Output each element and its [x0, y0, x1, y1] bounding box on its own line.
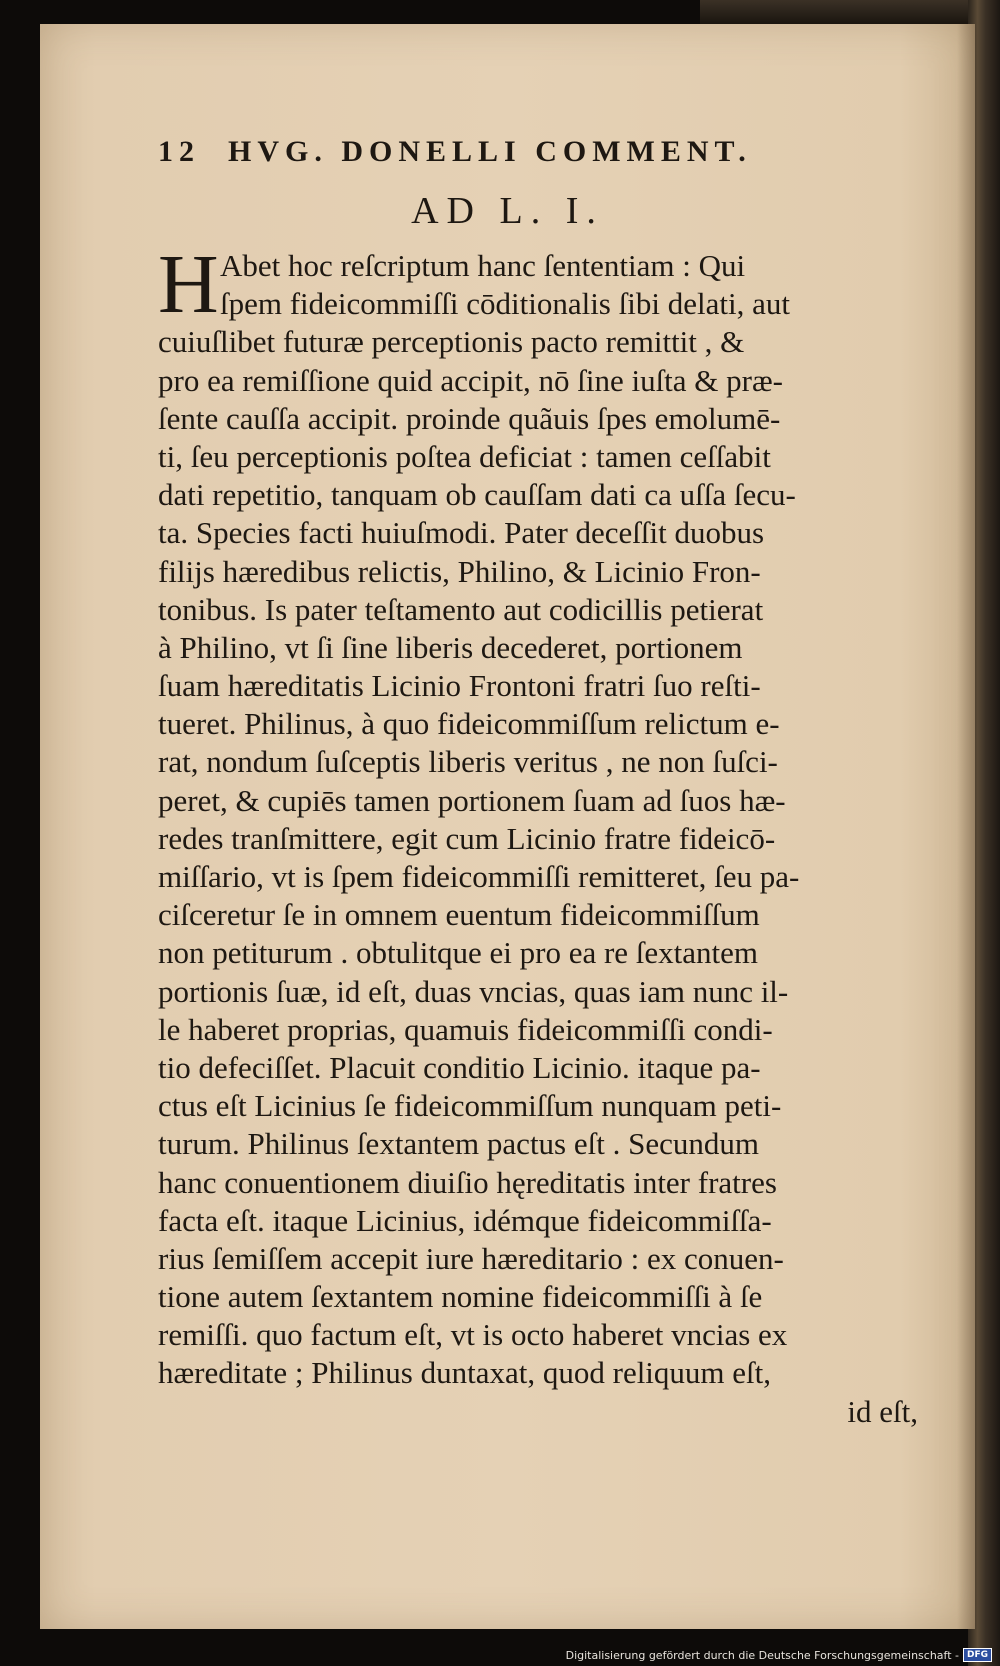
footer-credit: Digitalisierung gefördert durch die Deutsche Forschungsgemeinschaft - — [565, 1648, 959, 1662]
text-line: miſſario, vt is ſpem fideicommiſſi remitteret, ſeu pa- — [158, 859, 800, 894]
text-line: le haberet proprias, quamuis fideicommiſſi condi- — [158, 1011, 773, 1047]
text-line: ſpem fideicommiſſi cōditionalis ſibi delati, aut — [220, 286, 790, 322]
text-line: ti, ſeu perceptionis poſtea deficiat : tamen ceſſabit — [158, 438, 771, 474]
text-line: tonibus. Is pater teſtamento aut codicillis petierat — [158, 591, 764, 627]
text-line: Abet hoc reſcriptum hanc ſententiam : Qui — [220, 248, 746, 283]
book-edge-top — [700, 0, 980, 24]
text-line: tueret. Philinus, à quo fideicommiſſum relictum e- — [158, 706, 780, 742]
text-line: portionis ſuæ, id eſt, duas vncias, quas iam nunc il- — [158, 973, 789, 1009]
text-line: rat, nondum ſuſceptis liberis veritus , ne non ſuſci- — [158, 744, 778, 780]
text-line: turum. Philinus ſextantem pactus eſt . Secundum — [158, 1126, 759, 1162]
text-line: cuiuſlibet futuræ perceptionis pacto remittit , & — [158, 324, 745, 360]
text-line: facta eſt. itaque Licinius, idémque fideicommiſſa- — [158, 1202, 772, 1238]
digitization-footer — [566, 1648, 992, 1662]
text-line: hanc conuentionem diuiſio hęreditatis inter fratres — [158, 1164, 777, 1200]
text-line: ciſceretur ſe in omnem euentum fideicommiſſum — [158, 897, 760, 933]
drop-cap: H — [158, 238, 219, 331]
text-line: dati repetitio, tanquam ob cauſſam dati ca uſſa ſecu- — [158, 477, 796, 513]
text-line: ta. Species facti huiuſmodi. Pater deceſſit duobus — [158, 515, 765, 551]
text-line: pro ea remiſſione quid accipit, nō ſine iuſta & præ- — [158, 362, 783, 398]
text-line: redes tranſmittere, egit cum Licinio fratre fideicō- — [158, 820, 776, 856]
running-head — [158, 132, 878, 172]
book-page — [40, 24, 975, 1629]
text-line: à Philino, vt ſi ſine liberis decederet, portionem — [158, 629, 743, 665]
text-line: ſuam hæreditatis Licinio Frontoni fratri ſuo reſti- — [158, 668, 761, 704]
text-line: ctus eſt Licinius ſe fideicommiſſum nunquam peti- — [158, 1088, 782, 1124]
running-title: HVG. DONELLI COMMENT. — [228, 135, 752, 168]
text-line: non petiturum . obtulitque ei pro ea re ſextantem — [158, 935, 759, 971]
text-line: hæreditate ; Philinus duntaxat, quod reliquum eſt, — [158, 1355, 772, 1391]
catchword: id eſt, — [847, 1393, 918, 1429]
text-line: tio defeciſſet. Placuit conditio Licinio. itaque pa- — [158, 1049, 761, 1085]
text-line: rius ſemiſſem accepit iure hæreditario : ex conuen- — [158, 1240, 784, 1276]
text-line: remiſſi. quo factum eſt, vt is octo haberet vncias ex — [158, 1317, 788, 1353]
page-number: 12 — [158, 135, 200, 168]
page-shadow — [957, 24, 975, 1629]
section-heading: AD L. I. — [411, 190, 604, 232]
text-line: ſente cauſſa accipit. proinde quãuis ſpes emolumē- — [158, 400, 781, 436]
body-text — [158, 238, 918, 1431]
dfg-logo: DFG — [963, 1648, 992, 1662]
text-line: peret, & cupiēs tamen portionem ſuam ad ſuos hæ- — [158, 782, 786, 818]
text-line: tione autem ſextantem nomine fideicommiſſi à ſe — [158, 1279, 763, 1315]
text-line: filijs hæredibus relictis, Philino, & Licinio Fron- — [158, 553, 761, 589]
